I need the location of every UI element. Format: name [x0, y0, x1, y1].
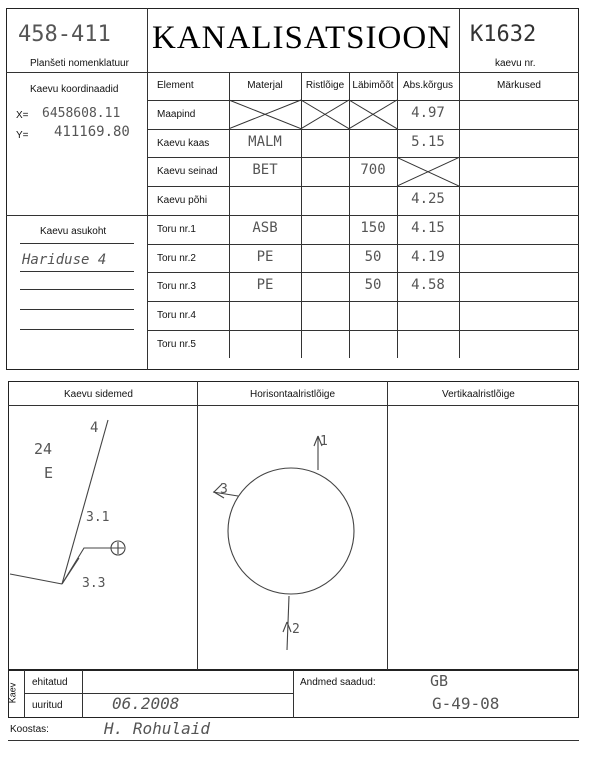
ties-note-e: E [44, 464, 54, 482]
table-row-element: Toru nr.4 [157, 309, 196, 321]
ties-note-4: 4 [90, 420, 99, 436]
data-source-value-2: G-49-08 [432, 694, 500, 713]
table-row-element: Toru nr.2 [157, 252, 196, 264]
y-value: 411169.80 [54, 124, 130, 140]
data-source-label: Andmed saadud: [300, 677, 376, 688]
table-cell-material: BET [252, 162, 278, 179]
x-label: X= [16, 110, 29, 121]
table-cell-material: MALM [248, 133, 282, 150]
table-cell-elevation: 4.97 [411, 105, 445, 121]
form-title: KANALISATSIOON [152, 20, 452, 56]
ties-label: Kaevu sidemed [64, 389, 133, 400]
horizontal-section-label: Horisontaalristlõige [250, 389, 336, 400]
coordinates-label: Kaevu koordinaadid [30, 84, 119, 95]
table-cell-elevation: 4.19 [411, 248, 445, 265]
table-header-cell: Abs.kõrgus [402, 80, 454, 91]
footer-side-divider [24, 670, 25, 718]
table-row-element: Maapind [157, 109, 196, 120]
table-cell-diameter: 50 [364, 248, 382, 265]
well-circle [228, 468, 354, 594]
table-row-element: Toru nr.5 [157, 338, 196, 350]
table-row-element: Kaevu seinad [157, 166, 218, 178]
table-cell-diameter: 700 [360, 162, 386, 179]
well-number: K1632 [470, 22, 537, 47]
table-cell-elevation: 4.15 [411, 219, 445, 236]
location-value: Haridusе 4 [22, 252, 107, 268]
ties-note-31: 3.1 [86, 510, 110, 525]
vertical-section-label: Vertikaalristlõige [442, 389, 515, 400]
pipe-label-2: 2 [292, 622, 300, 637]
x-value: 6458608.11 [42, 106, 121, 121]
author-signature: H. Rohulaid [104, 719, 210, 738]
table-row-element: Toru nr.1 [157, 223, 196, 235]
table-cell-diameter: 150 [360, 219, 386, 236]
sheet-label: Planšeti nomenklatuur [30, 58, 129, 69]
table-header-cell: Element [157, 80, 194, 91]
built-label: ehitatud [32, 677, 68, 688]
table-cell-material: PE [256, 248, 274, 265]
ties-note-24: 24 [34, 440, 53, 458]
footer-label-divider [82, 670, 83, 718]
table-cell-material: PE [256, 277, 274, 294]
table-cell-elevation: 5.15 [411, 133, 445, 150]
table-cell-diameter: 50 [364, 277, 382, 294]
table-header-cell: Läbimõõt [352, 80, 394, 91]
well-number-label: kaevu nr. [495, 58, 536, 69]
footer-mid-divider [293, 670, 294, 718]
data-source-value-1: GB [430, 672, 449, 690]
table-row-element: Kaevu põhi [157, 195, 208, 207]
ties-note-33: 3.3 [82, 576, 106, 591]
measured-date: 06.2008 [112, 694, 180, 713]
tie-line-main [62, 420, 108, 584]
table-cell-elevation: 4.58 [411, 277, 445, 294]
author-line [8, 740, 579, 741]
footer-side-label: Kaev [7, 682, 18, 704]
table-row-element: Kaevu kaas [157, 137, 210, 149]
pipe-label-1: 1 [320, 434, 328, 449]
table-header-cell: Materjal [247, 80, 283, 91]
table-row-element: Toru nr.3 [157, 281, 196, 293]
pipe-label-3: 3 [220, 482, 228, 497]
tie-line-left [10, 574, 62, 584]
measured-label: uuritud [32, 700, 63, 711]
location-label: Kaevu asukoht [40, 226, 107, 237]
y-label: Y= [16, 130, 29, 141]
author-label: Koostas: [10, 724, 49, 735]
table-header-cell: Märkused [497, 80, 541, 91]
sheet-code: 458-411 [18, 22, 111, 47]
table-cell-elevation: 4.25 [411, 191, 445, 208]
table-cell-material: ASB [252, 219, 278, 236]
table-header-cell: Ristlõige [305, 80, 345, 91]
